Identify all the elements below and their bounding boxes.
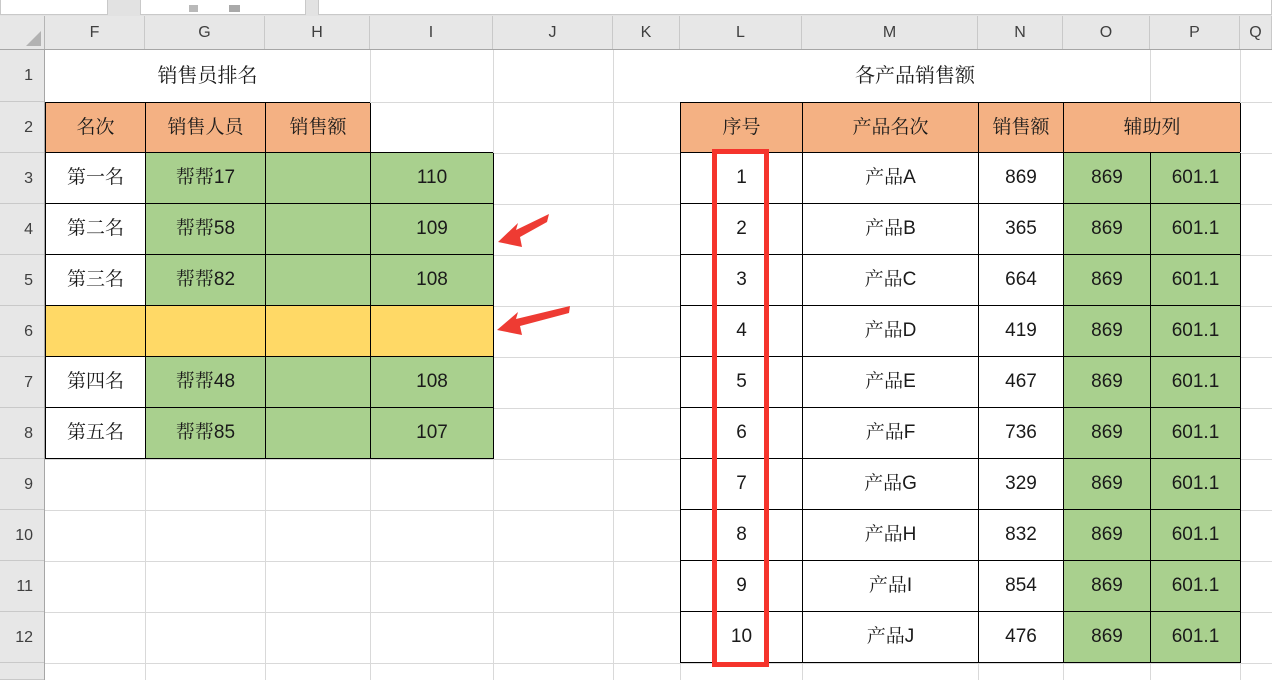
cell-O3[interactable]: 869: [1064, 153, 1151, 204]
cell-L3[interactable]: 1: [681, 153, 803, 204]
left-table-body: [45, 152, 493, 459]
cell-L9[interactable]: 7: [681, 459, 803, 510]
cell-P5[interactable]: 601.1: [1151, 255, 1241, 306]
cell-O7[interactable]: 869: [1064, 357, 1151, 408]
cell-H8[interactable]: [266, 408, 371, 459]
cell-I3[interactable]: 110: [371, 153, 494, 204]
column-header-J[interactable]: J: [493, 16, 613, 49]
cell-N3[interactable]: 869: [979, 153, 1064, 204]
column-header-P[interactable]: P: [1150, 16, 1240, 49]
gridline: [45, 663, 1272, 664]
cell-F3[interactable]: 第一名: [46, 153, 146, 204]
row-header-6[interactable]: 6: [0, 306, 44, 357]
cell-F7[interactable]: 第四名: [46, 357, 146, 408]
column-header-F[interactable]: F: [45, 16, 145, 49]
cell-M12[interactable]: 产品J: [803, 612, 979, 663]
cell-M11[interactable]: 产品I: [803, 561, 979, 612]
cell-M8[interactable]: 产品F: [803, 408, 979, 459]
cell-I8[interactable]: 107: [371, 408, 494, 459]
left-table-title-cell[interactable]: 销售员排名: [45, 50, 370, 102]
cell-P9[interactable]: 601.1: [1151, 459, 1241, 510]
cell-P11[interactable]: 601.1: [1151, 561, 1241, 612]
cell-P6[interactable]: 601.1: [1151, 306, 1241, 357]
cell-N11[interactable]: 854: [979, 561, 1064, 612]
right-table-header-row: [680, 102, 1240, 152]
cell-H3[interactable]: [266, 153, 371, 204]
cell-P12[interactable]: 601.1: [1151, 612, 1241, 663]
cell-G3[interactable]: 帮帮17: [146, 153, 266, 204]
cell-H4[interactable]: [266, 204, 371, 255]
cell-P3[interactable]: 601.1: [1151, 153, 1241, 204]
cell-N5[interactable]: 664: [979, 255, 1064, 306]
cell-O9[interactable]: 869: [1064, 459, 1151, 510]
column-header-Q[interactable]: Q: [1240, 16, 1272, 49]
fx-icon[interactable]: [229, 5, 240, 12]
header-cell-no[interactable]: 序号: [681, 103, 803, 152]
cell-O6[interactable]: 869: [1064, 306, 1151, 357]
left-table-header-row: [45, 102, 370, 152]
column-header-G[interactable]: G: [145, 16, 265, 49]
cell-N8[interactable]: 736: [979, 408, 1064, 459]
cell-O8[interactable]: 869: [1064, 408, 1151, 459]
row-header-1[interactable]: 1: [0, 50, 44, 102]
red-arrow-icon[interactable]: [496, 304, 572, 336]
cell-P7[interactable]: 601.1: [1151, 357, 1241, 408]
column-header-N[interactable]: N: [978, 16, 1063, 49]
right-table-title-cell[interactable]: 各产品销售额: [680, 50, 1150, 102]
cell-P8[interactable]: 601.1: [1151, 408, 1241, 459]
header-cell-rank[interactable]: 名次: [46, 103, 146, 152]
cell-I4[interactable]: 109: [371, 204, 494, 255]
cell-L5[interactable]: 3: [681, 255, 803, 306]
cell-M3[interactable]: 产品A: [803, 153, 979, 204]
row-header-column: [0, 50, 45, 680]
cell-F4[interactable]: 第二名: [46, 204, 146, 255]
cell-O12[interactable]: 869: [1064, 612, 1151, 663]
row-header-5[interactable]: 5: [0, 255, 44, 306]
cell-N9[interactable]: 329: [979, 459, 1064, 510]
cell-I7[interactable]: 108: [371, 357, 494, 408]
cell-I5[interactable]: 108: [371, 255, 494, 306]
formula-bar-strip: [0, 0, 1272, 16]
cell-M7[interactable]: 产品E: [803, 357, 979, 408]
row-header-11[interactable]: 11: [0, 561, 44, 612]
cell-L11[interactable]: 9: [681, 561, 803, 612]
header-cell-sales[interactable]: 销售额: [979, 103, 1064, 152]
cell-N4[interactable]: 365: [979, 204, 1064, 255]
header-cell-person[interactable]: 销售人员: [146, 103, 266, 152]
cell-N6[interactable]: 419: [979, 306, 1064, 357]
cell-L4[interactable]: 2: [681, 204, 803, 255]
header-cell-product[interactable]: 产品名次: [803, 103, 979, 152]
cell-I6[interactable]: [371, 306, 494, 357]
cell-M6[interactable]: 产品D: [803, 306, 979, 357]
red-arrow-icon[interactable]: [497, 211, 551, 249]
cell-P10[interactable]: 601.1: [1151, 510, 1241, 561]
row-header-2[interactable]: 2: [0, 102, 44, 153]
column-header-H[interactable]: H: [265, 16, 370, 49]
row-header-7[interactable]: 7: [0, 357, 44, 408]
row-header-10[interactable]: 10: [0, 510, 44, 561]
cell-N7[interactable]: 467: [979, 357, 1064, 408]
cell-L6[interactable]: 4: [681, 306, 803, 357]
cell-G4[interactable]: 帮帮58: [146, 204, 266, 255]
select-all-corner[interactable]: [0, 16, 45, 49]
cell-L7[interactable]: 5: [681, 357, 803, 408]
red-highlight-box[interactable]: [712, 149, 769, 667]
gridline: [613, 50, 614, 680]
column-header-L[interactable]: L: [680, 16, 802, 49]
cell-M9[interactable]: 产品G: [803, 459, 979, 510]
cell-L12[interactable]: 10: [681, 612, 803, 663]
cell-F8[interactable]: 第五名: [46, 408, 146, 459]
cell-N12[interactable]: 476: [979, 612, 1064, 663]
row-header-3[interactable]: 3: [0, 153, 44, 204]
name-box[interactable]: [0, 0, 108, 15]
enter-icon[interactable]: [189, 5, 198, 12]
fx-button-area[interactable]: [140, 0, 306, 15]
column-header-K[interactable]: K: [613, 16, 680, 49]
cell-H7[interactable]: [266, 357, 371, 408]
header-cell-aux[interactable]: 辅助列: [1064, 103, 1241, 152]
cell-P4[interactable]: 601.1: [1151, 204, 1241, 255]
cell-F5[interactable]: 第三名: [46, 255, 146, 306]
column-header-I[interactable]: I: [370, 16, 493, 49]
cell-O5[interactable]: 869: [1064, 255, 1151, 306]
column-header-row: [0, 16, 1272, 50]
cell-O10[interactable]: 869: [1064, 510, 1151, 561]
row-header-4[interactable]: 4: [0, 204, 44, 255]
header-cell-sales[interactable]: 销售额: [266, 103, 371, 152]
select-all-triangle-icon: [26, 31, 41, 46]
row-header-8[interactable]: 8: [0, 408, 44, 459]
cell-M4[interactable]: 产品B: [803, 204, 979, 255]
row-header-13-partial[interactable]: [0, 663, 44, 680]
cell-L10[interactable]: 8: [681, 510, 803, 561]
cell-O4[interactable]: 869: [1064, 204, 1151, 255]
cell-O11[interactable]: 869: [1064, 561, 1151, 612]
cell-L8[interactable]: 6: [681, 408, 803, 459]
row-header-9[interactable]: 9: [0, 459, 44, 510]
cell-H5[interactable]: [266, 255, 371, 306]
cell-G7[interactable]: 帮帮48: [146, 357, 266, 408]
cell-F6[interactable]: [46, 306, 146, 357]
cell-H6[interactable]: [266, 306, 371, 357]
cell-G6[interactable]: [146, 306, 266, 357]
cell-N10[interactable]: 832: [979, 510, 1064, 561]
cell-G8[interactable]: 帮帮85: [146, 408, 266, 459]
cell-M10[interactable]: 产品H: [803, 510, 979, 561]
column-header-O[interactable]: O: [1063, 16, 1150, 49]
cell-M5[interactable]: 产品C: [803, 255, 979, 306]
cell-G5[interactable]: 帮帮82: [146, 255, 266, 306]
column-header-M[interactable]: M: [802, 16, 978, 49]
formula-input[interactable]: [318, 0, 1272, 15]
row-header-12[interactable]: 12: [0, 612, 44, 663]
